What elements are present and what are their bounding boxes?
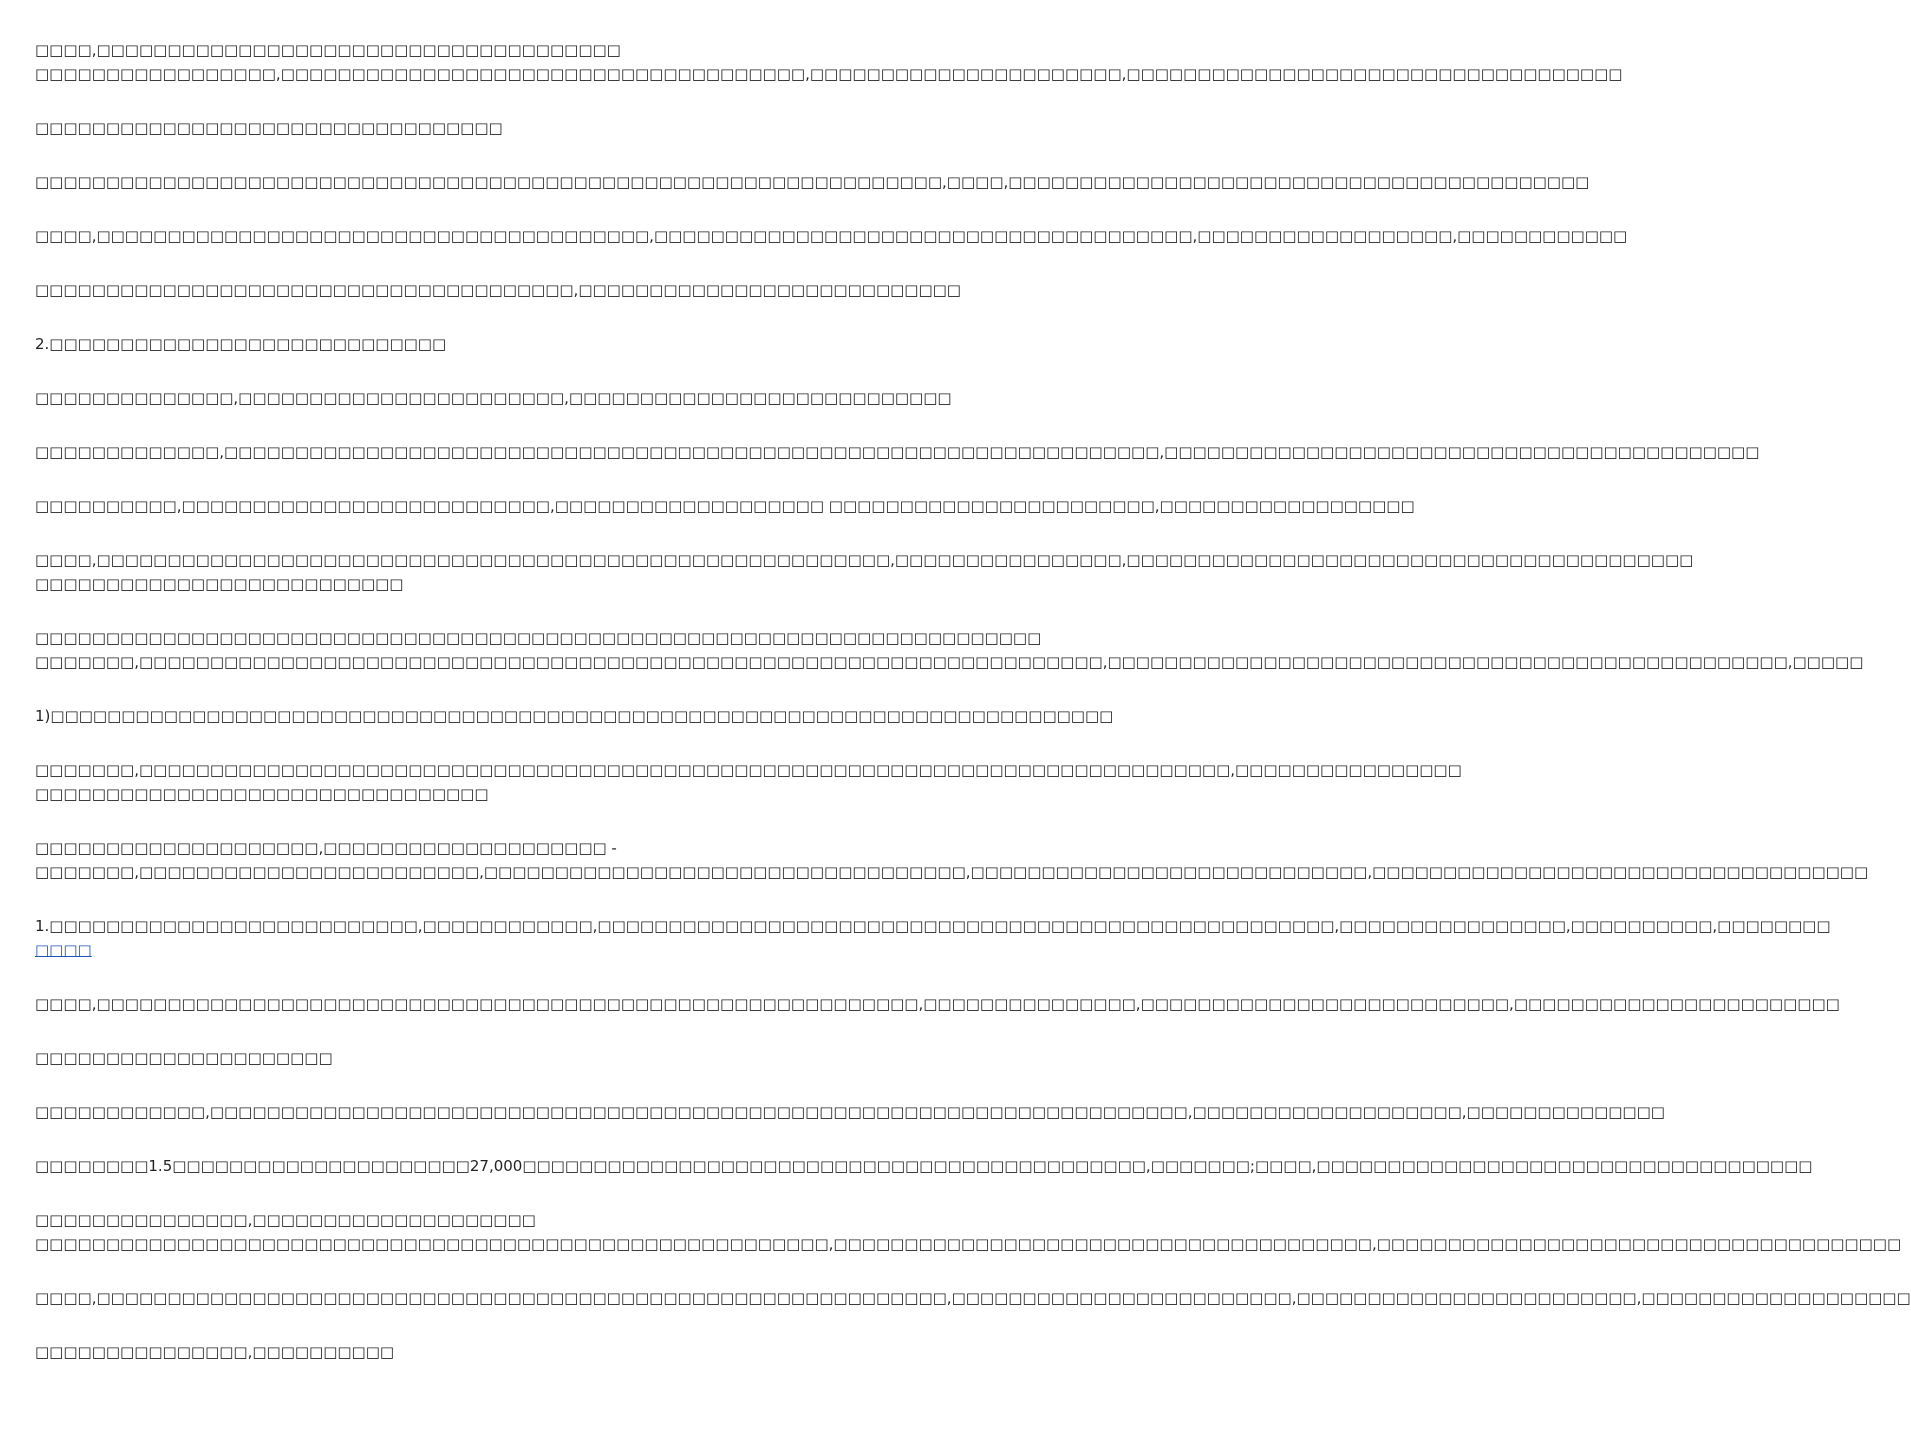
- text-line: □□□□□□□□□□□□□□□,□□□□□□□□□□□□□□□□□□□□: [35, 1211, 536, 1229]
- text-line: □□□□,□□□□□□□□□□□□□□□□□□□□□□□□□□□□□□□□□□□□□□□,□□□□□□□□□□□□□□□□□□□□□□□□□□□□□□□□□□□□□□,□□□□□□□□□□□□□□□□□□,□□□□□□□□□□□□: [35, 227, 1628, 245]
- text-line: □□□□□□□,□□□□□□□□□□□□□□□□□□□□□□□□,□□□□□□□□□□□□□□□□□□□□□□□□□□□□□□□□□□,□□□□□□□□□□□□□□□□□□□□□□□□□□□□,□□□□□□□□□□□□□□□□□□□□□□□□□□□□□□□□□□□: [35, 863, 1869, 881]
- text-line: □□□□□□□□□□□□□□□□□□□□□□□□□□□□□□□□□□□□□□□□□□□□□□□□□□□□□□□□□□□□□□□□□□□□□□□: [35, 629, 1042, 647]
- text-line: □□□□,□□□□□□□□□□□□□□□□□□□□□□□□□□□□□□□□□□□□□: [35, 41, 621, 59]
- paragraph: [35, 1100, 1665, 1124]
- text-line: □□□□□□□□□□□□□,□□□□□□□□□□□□□□□□□□□□□□□□□□□□□□□□□□□□□□□□□□□□□□□□□□□□□□□□□□□□□□□□□□,□□□□□□□□□□□□□□□□□□□□□□□□□□□□□□□□□□□□□□□□□□: [35, 443, 1760, 461]
- text-line: □□□□□□□□□□□□□□□□□□□□□□□□□□: [35, 575, 404, 593]
- text-line: 1.□□□□□□□□□□□□□□□□□□□□□□□□□□,□□□□□□□□□□□□,□□□□□□□□□□□□□□□□□□□□□□□□□□□□□□□□□□□□□□□□□□□□□□□□□□□□,□□□□□□□□□□□□□□□□,□□□□□□□□□□,□□□□□□□□: [35, 917, 1831, 935]
- text-line: □□□□,□□□□□□□□□□□□□□□□□□□□□□□□□□□□□□□□□□□□□□□□□□□□□□□□□□□□□□□□,□□□□□□□□□□□□□□□□,□□□□□□□□□□□□□□□□□□□□□□□□□□□□□□□□□□□□□□□□: [35, 551, 1694, 569]
- paragraph: [35, 626, 1864, 674]
- paragraph: [35, 440, 1760, 464]
- text-line: □□□□□□□□□□□□□□□□□□□□,□□□□□□□□□□□□□□□□□□□□ -: [35, 839, 617, 857]
- list-item: [35, 914, 1831, 962]
- list-item: [35, 704, 1114, 728]
- text-line: □□□□□□□□1.5□□□□□□□□□□□□□□□□□□□□□27,000□□□□□□□□□□□□□□□□□□□□□□□□□□□□□□□□□□□□□□□□□□□□,□□□□□□□;□□□□,□□□□□□□□□□□□□□□□□□□□□□□□□□□□□□□□□□□: [35, 1157, 1813, 1175]
- document-body: [35, 38, 1911, 1394]
- paragraph: [35, 1340, 990, 1364]
- text-line: □□□□□□□□□□□□□□□□□□□□□: [35, 1049, 333, 1067]
- text-line: □□□□□□□□□□□□□□,□□□□□□□□□□□□□□□□□□□□□□□,□□□□□□□□□□□□□□□□□□□□□□□□□□□: [35, 389, 952, 407]
- text-line: 2.□□□□□□□□□□□□□□□□□□□□□□□□□□□□: [35, 335, 447, 353]
- text-line: □□□□□□□□□□,□□□□□□□□□□□□□□□□□□□□□□□□□□,□□□□□□□□□□□□□□□□□□□ □□□□□□□□□□□□□□□□□□□□□□□,□□□□□□□□□□□□□□□□□□: [35, 497, 1415, 515]
- inline-link[interactable]: □□□□: [35, 941, 92, 959]
- paragraph: [35, 224, 1628, 248]
- text-line: □□□□□□□,□□□□□□□□□□□□□□□□□□□□□□□□□□□□□□□□□□□□□□□□□□□□□□□□□□□□□□□□□□□□□□□□□□□□□□□□□□□□□,□□□□□□□□□□□□□□□□: [35, 761, 1462, 779]
- text-line: □□□□□□□□□□□□□□□,□□□□□□□□□□: [35, 1343, 395, 1361]
- text-line: 1)□□□□□□□□□□□□□□□□□□□□□□□□□□□□□□□□□□□□□□□□□□□□□□□□□□□□□□□□□□□□□□□□□□□□□□□□□□□: [35, 707, 1114, 725]
- paragraph: [35, 758, 1462, 806]
- paragraph: [35, 836, 1869, 884]
- paragraph: [35, 548, 1694, 596]
- text-line: □□□□□□□□□□□□□□□□□□□□□□□□□□□□□□□□□□□□□□□□□□□□□□□□□□□□□□□□□□□□□□□□,□□□□,□□□□□□□□□□□□□□□□□□□□□□□□□□□□□□□□□□□□□□□□□: [35, 173, 1590, 191]
- text-line: □□□□□□□□□□□□,□□□□□□□□□□□□□□□□□□□□□□□□□□□□□□□□□□□□□□□□□□□□□□□□□□□□□□□□□□□□□□□□□□□□□,□□□□□□□□□□□□□□□□□□□,□□□□□□□□□□□□□□: [35, 1103, 1665, 1121]
- paragraph: [35, 116, 990, 140]
- paragraph: [35, 170, 1590, 194]
- paragraph: [35, 386, 990, 410]
- paragraph: [35, 38, 1623, 86]
- paragraph: [35, 1286, 1911, 1310]
- text-line: □□□□,□□□□□□□□□□□□□□□□□□□□□□□□□□□□□□□□□□□□□□□□□□□□□□□□□□□□□□□□□□□□,□□□□□□□□□□□□□□□□□□□□□□□□,□□□□□□□□□□□□□□□□□□□□□□□□,□□□□□□□□□□□□□□□□□□□: [35, 1289, 1911, 1307]
- text-line: □□□□□□□,□□□□□□□□□□□□□□□□□□□□□□□□□□□□□□□□□□□□□□□□□□□□□□□□□□□□□□□□□□□□□□□□□□□□,□□□□□□□□□□□□□□□□□□□□□□□□□□□□□□□□□□□□□□□□□□□□□□□□,□□□□□: [35, 653, 1864, 671]
- text-line: □□□□□□□□□□□□□□□□□□□□□□□□□□□□□□□□□□□□□□,□□□□□□□□□□□□□□□□□□□□□□□□□□□: [35, 281, 961, 299]
- paragraph: [35, 1208, 1902, 1256]
- link-line: [35, 938, 990, 962]
- text-line: □□□□□□□□□□□□□□□□□□□□□□□□□□□□□□□□□: [35, 119, 503, 137]
- paragraph: [35, 992, 1840, 1016]
- text-line: □□□□□□□□□□□□□□□□□,□□□□□□□□□□□□□□□□□□□□□□□□□□□□□□□□□□□□□,□□□□□□□□□□□□□□□□□□□□□□,□□□□□□□□□□□□□□□□□□□□□□□□□□□□□□□□□□□: [35, 65, 1623, 83]
- paragraph: [35, 1154, 1813, 1178]
- section-heading: [35, 1046, 990, 1070]
- text-line: □□□□□□□□□□□□□□□□□□□□□□□□□□□□□□□□□□□□□□□□□□□□□□□□□□□□□□□□,□□□□□□□□□□□□□□□□□□□□□□□□□□□□□□□□□□□□□□,□□□□□□□□□□□□□□□□□□□□□□□□□□□□□□□□□□□□□: [35, 1235, 1902, 1253]
- paragraph: [35, 278, 990, 302]
- section-heading: [35, 332, 990, 356]
- text-line: □□□□,□□□□□□□□□□□□□□□□□□□□□□□□□□□□□□□□□□□□□□□□□□□□□□□□□□□□□□□□□□,□□□□□□□□□□□□□□□,□□□□□□□□□□□□□□□□□□□□□□□□□□,□□□□□□□□□□□□□□□□□□□□□□□: [35, 995, 1840, 1013]
- text-line: □□□□□□□□□□□□□□□□□□□□□□□□□□□□□□□□: [35, 785, 489, 803]
- paragraph: [35, 494, 1415, 518]
